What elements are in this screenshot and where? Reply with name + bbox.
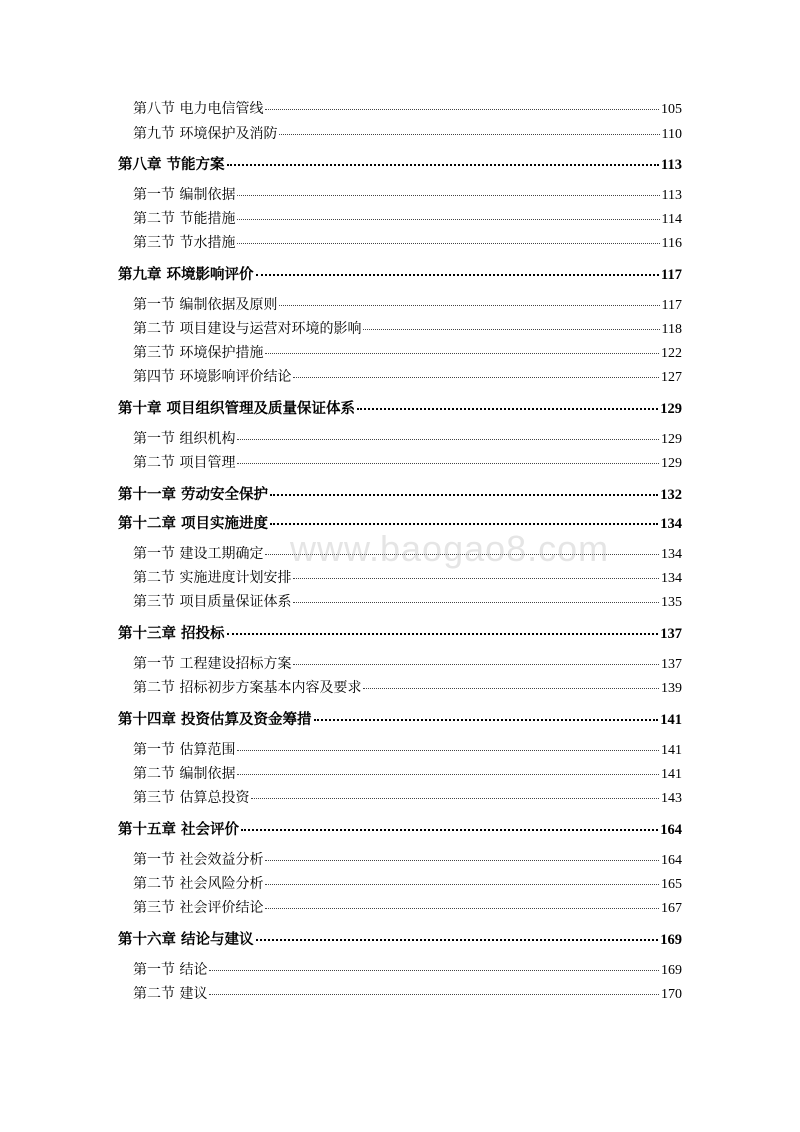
dot-leader — [279, 120, 659, 135]
toc-chapter-entry[interactable] — [118, 262, 682, 286]
toc-entry-page-number: 167 — [661, 901, 682, 916]
toc-entry-page-number: 137 — [661, 657, 682, 672]
toc-entry-label: 第九节 环境保护及消防 — [133, 126, 278, 142]
toc-entry-page-number: 116 — [661, 236, 682, 251]
toc-entry-label: 第二节 建议 — [133, 986, 208, 1002]
toc-entry-page-number: 117 — [661, 298, 682, 313]
toc-entry-page-number: 164 — [661, 853, 682, 868]
dot-leader — [265, 894, 659, 909]
toc-entry-label: 第十章 项目组织管理及质量保证体系 — [118, 399, 356, 417]
toc-entry-label: 第二节 项目管理 — [133, 455, 236, 471]
toc-section-entry[interactable] — [133, 677, 682, 701]
dot-leader — [293, 650, 659, 665]
toc-chapter-entry[interactable] — [118, 152, 682, 176]
toc-entry-page-number: 134 — [661, 571, 682, 586]
toc-chapter-entry[interactable] — [118, 707, 682, 731]
toc-entry-page-number: 129 — [660, 400, 682, 417]
dot-leader — [314, 704, 659, 721]
toc-entry-page-number: 139 — [661, 681, 682, 696]
dot-leader — [270, 479, 658, 496]
toc-section-entry[interactable] — [133, 452, 682, 476]
dot-leader — [241, 814, 658, 831]
toc-entry-page-number: 135 — [661, 595, 682, 610]
dot-leader — [209, 980, 659, 995]
toc-entry-page-number: 165 — [661, 877, 682, 892]
toc-entry-page-number: 110 — [661, 127, 682, 142]
dot-leader — [293, 564, 659, 579]
dot-leader — [256, 924, 659, 941]
dot-leader — [357, 393, 658, 410]
toc-entry-page-number: 129 — [661, 456, 682, 471]
toc-entry-page-number: 137 — [660, 625, 682, 642]
toc-section-entry[interactable] — [133, 897, 682, 921]
toc-entry-page-number: 170 — [661, 987, 682, 1002]
toc-entry-page-number: 118 — [661, 322, 682, 337]
dot-leader — [237, 229, 659, 244]
toc-entry-page-number: 105 — [661, 102, 682, 117]
toc-entry-label: 第十一章 劳动安全保护 — [118, 485, 269, 503]
toc-entry-label: 第三节 社会评价结论 — [133, 900, 264, 916]
toc-section-entry[interactable] — [133, 98, 682, 122]
toc-entry-label: 第十二章 项目实施进度 — [118, 514, 269, 532]
toc-entry-label: 第十三章 招投标 — [118, 624, 225, 642]
toc-entry-page-number: 113 — [661, 188, 682, 203]
dot-leader — [265, 339, 659, 354]
dot-leader — [279, 291, 659, 306]
dot-leader — [237, 736, 659, 751]
toc-entry-page-number: 141 — [660, 711, 682, 728]
toc-entry-label: 第十四章 投资估算及资金筹措 — [118, 710, 312, 728]
dot-leader — [293, 588, 659, 603]
toc-entry-label: 第二节 项目建设与运营对环境的影响 — [133, 321, 362, 337]
toc-entry-label: 第二节 节能措施 — [133, 211, 236, 227]
toc-entry-label: 第一节 编制依据及原则 — [133, 297, 278, 313]
toc-section-entry[interactable] — [133, 232, 682, 256]
dot-leader — [237, 449, 659, 464]
toc-entry-label: 第一节 估算范围 — [133, 742, 236, 758]
toc-entry-label: 第八节 电力电信管线 — [133, 101, 264, 117]
toc-entry-label: 第八章 节能方案 — [118, 155, 225, 173]
toc-entry-label: 第三节 估算总投资 — [133, 790, 250, 806]
dot-leader — [256, 259, 659, 276]
toc-chapter-entry[interactable] — [118, 927, 682, 951]
toc-entry-page-number: 141 — [661, 767, 682, 782]
toc-section-entry[interactable] — [133, 983, 682, 1007]
toc-entry-label: 第十五章 社会评价 — [118, 820, 240, 838]
toc-entry-label: 第三节 项目质量保证体系 — [133, 594, 292, 610]
toc-entry-page-number: 127 — [661, 370, 682, 385]
toc-entry-label: 第一节 编制依据 — [133, 187, 236, 203]
toc-entry-label: 第一节 结论 — [133, 962, 208, 978]
dot-leader — [265, 540, 659, 555]
toc-section-entry[interactable] — [133, 591, 682, 615]
toc-entry-label: 第二节 社会风险分析 — [133, 876, 264, 892]
toc-chapter-entry[interactable] — [118, 482, 682, 506]
dot-leader — [293, 363, 659, 378]
toc-entry-page-number: 134 — [660, 515, 682, 532]
toc-entry-page-number: 114 — [661, 212, 682, 227]
dot-leader — [237, 760, 659, 775]
toc-entry-page-number: 117 — [661, 266, 682, 283]
toc-entry-page-number: 129 — [661, 432, 682, 447]
toc-entry-label: 第十六章 结论与建议 — [118, 930, 254, 948]
dot-leader — [237, 205, 659, 220]
toc-section-entry[interactable] — [133, 123, 682, 147]
toc-entry-label: 第三节 节水措施 — [133, 235, 236, 251]
toc-entry-label: 第四节 环境影响评价结论 — [133, 369, 292, 385]
toc-entry-page-number: 113 — [661, 156, 682, 173]
toc-chapter-entry[interactable] — [118, 817, 682, 841]
toc-entry-label: 第一节 组织机构 — [133, 431, 236, 447]
toc-section-entry[interactable] — [133, 787, 682, 811]
toc-entry-page-number: 164 — [660, 821, 682, 838]
toc-entry-label: 第九章 环境影响评价 — [118, 265, 254, 283]
toc-entry-label: 第一节 社会效益分析 — [133, 852, 264, 868]
toc-entry-label: 第二节 招标初步方案基本内容及要求 — [133, 680, 362, 696]
toc-entry-label: 第三节 环境保护措施 — [133, 345, 264, 361]
dot-leader — [265, 870, 659, 885]
toc-entry-page-number: 169 — [661, 963, 682, 978]
toc-entry-page-number: 134 — [661, 547, 682, 562]
toc-entry-page-number: 169 — [660, 931, 682, 948]
watermark: www.baogao8.com — [290, 528, 610, 569]
dot-leader — [237, 425, 659, 440]
toc-chapter-entry[interactable] — [118, 396, 682, 420]
dot-leader — [265, 95, 659, 110]
toc-entry-page-number: 143 — [661, 791, 682, 806]
dot-leader — [227, 618, 659, 635]
dot-leader — [270, 508, 658, 525]
toc-section-entry[interactable] — [133, 366, 682, 390]
toc-entry-label: 第二节 实施进度计划安排 — [133, 570, 292, 586]
toc-entry-page-number: 132 — [660, 486, 682, 503]
toc-entry-label: 第一节 工程建设招标方案 — [133, 656, 292, 672]
dot-leader — [237, 181, 659, 196]
toc-chapter-entry[interactable] — [118, 621, 682, 645]
dot-leader — [265, 846, 659, 861]
dot-leader — [363, 315, 659, 330]
dot-leader — [209, 956, 659, 971]
dot-leader — [363, 674, 659, 689]
toc-entry-page-number: 122 — [661, 346, 682, 361]
toc-entry-label: 第二节 编制依据 — [133, 766, 236, 782]
toc-chapter-entry[interactable] — [118, 511, 682, 535]
dot-leader — [227, 149, 659, 166]
toc-entry-page-number: 141 — [661, 743, 682, 758]
dot-leader — [251, 784, 659, 799]
toc-entry-label: 第一节 建设工期确定 — [133, 546, 264, 562]
